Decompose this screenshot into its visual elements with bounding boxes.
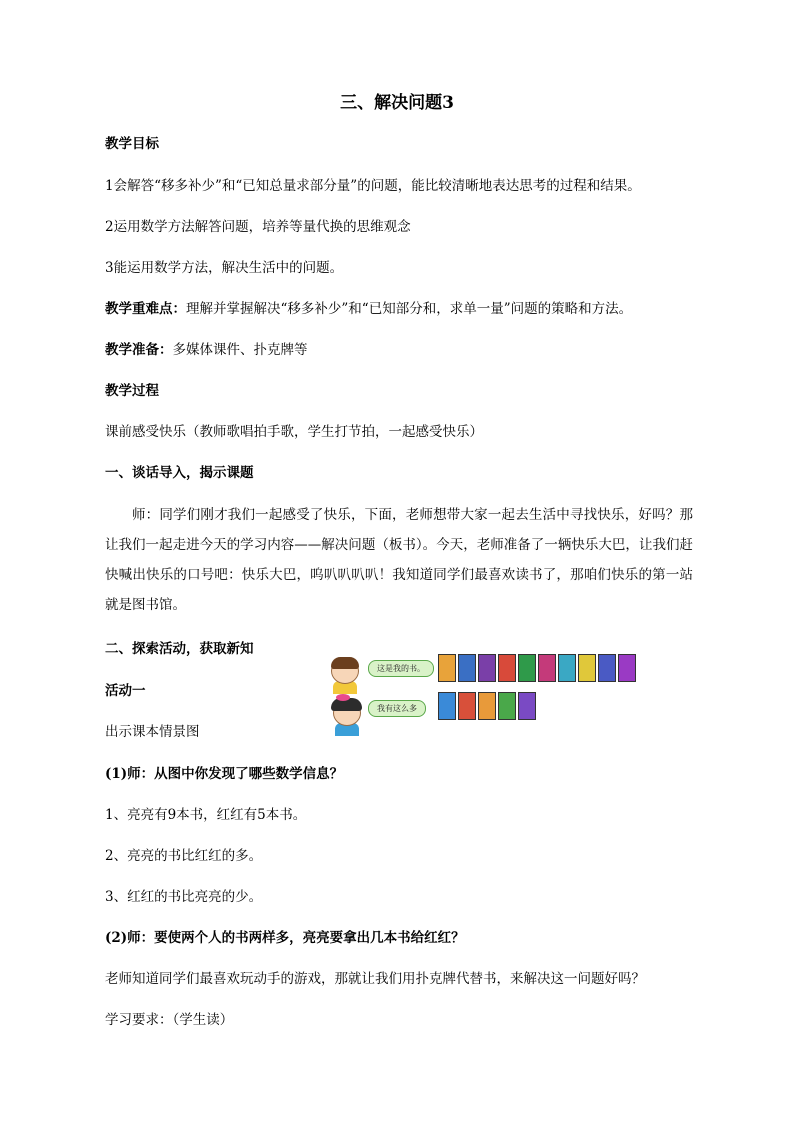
info-2: 2、亮亮的书比红红的多。 (105, 848, 263, 864)
girl-figure (328, 700, 366, 736)
girl-book-2 (458, 692, 476, 720)
difficulty-text: 理解并掌握解决“移多补少”和“已知部分和，求单一量”问题的策略和方法。 (186, 301, 633, 317)
prep-text: 多媒体课件、扑克牌等 (172, 342, 308, 358)
girl-book-5 (518, 692, 536, 720)
boy-book-6 (538, 654, 556, 682)
boy-speech-bubble: 这是我的书。 (368, 660, 434, 677)
question-1: (1)师：从图中你发现了哪些数学信息？ (105, 766, 344, 782)
boy-books (438, 654, 636, 682)
process-heading: 教学过程 (105, 383, 159, 399)
goals-heading: 教学目标 (105, 136, 159, 152)
boy-figure (326, 658, 364, 694)
boy-book-10 (618, 654, 636, 682)
boy-book-5 (518, 654, 536, 682)
prep-label: 教学准备： (105, 342, 173, 358)
boy-book-4 (498, 654, 516, 682)
question-2: (2)师：要使两个人的书两样多，亮亮要拿出几本书给红红？ (105, 930, 465, 946)
goal-1: 1会解答“移多补少”和“已知总量求部分量”的问题，能比较清晰地表达思考的过程和结果。 (105, 178, 641, 194)
section-1-heading: 一、谈话导入，揭示课题 (105, 465, 254, 481)
difficulty-label: 教学重难点： (105, 301, 186, 317)
page-title: 三、解决问题3 (340, 93, 454, 113)
boy-book-9 (598, 654, 616, 682)
info-1: 1、亮亮有9本书，红红有5本书。 (105, 807, 307, 823)
show-picture-line: 出示课本情景图 (105, 724, 200, 740)
warmup-line: 课前感受快乐（教师歌唱拍手歌，学生打节拍，一起感受快乐） (105, 424, 483, 440)
game-text: 老师知道同学们最喜欢玩动手的游戏，那就让我们用扑克牌代替书，来解决这一问题好吗？ (105, 971, 645, 987)
boy-book-7 (558, 654, 576, 682)
prep-line (105, 342, 308, 358)
boy-book-1 (438, 654, 456, 682)
girl-book-4 (498, 692, 516, 720)
girl-book-3 (478, 692, 496, 720)
activity-1-heading: 活动一 (105, 683, 146, 699)
intro-paragraph: 师：同学们刚才我们一起感受了快乐，下面，老师想带大家一起去生活中寻找快乐，好吗？那让我们一起走进今天的学习内容——解决问题（板书）。今天，老师准备了一辆快乐大巴，让我们赶快喊出快乐的口号吧：快乐大巴，呜叭叭叭叭！我知道同学们最喜欢读书了，那咱们快乐的第一站就是图书馆。 (105, 507, 693, 613)
boy-book-2 (458, 654, 476, 682)
textbook-illustration (322, 648, 652, 726)
girl-book-1 (438, 692, 456, 720)
requirements-line: 学习要求：（学生读） (105, 1012, 234, 1028)
goal-3: 3能运用数学方法，解决生活中的问题。 (105, 260, 344, 276)
difficulty-line (105, 301, 632, 317)
boy-book-3 (478, 654, 496, 682)
info-3: 3、红红的书比亮亮的少。 (105, 889, 263, 905)
section-2-heading: 二、探索活动，获取新知 (105, 641, 254, 657)
girl-books (438, 692, 536, 720)
goal-2: 2运用数学方法解答问题，培养等量代换的思维观念 (105, 219, 411, 235)
girl-speech-bubble: 我有这么多 (368, 700, 426, 717)
boy-book-8 (578, 654, 596, 682)
